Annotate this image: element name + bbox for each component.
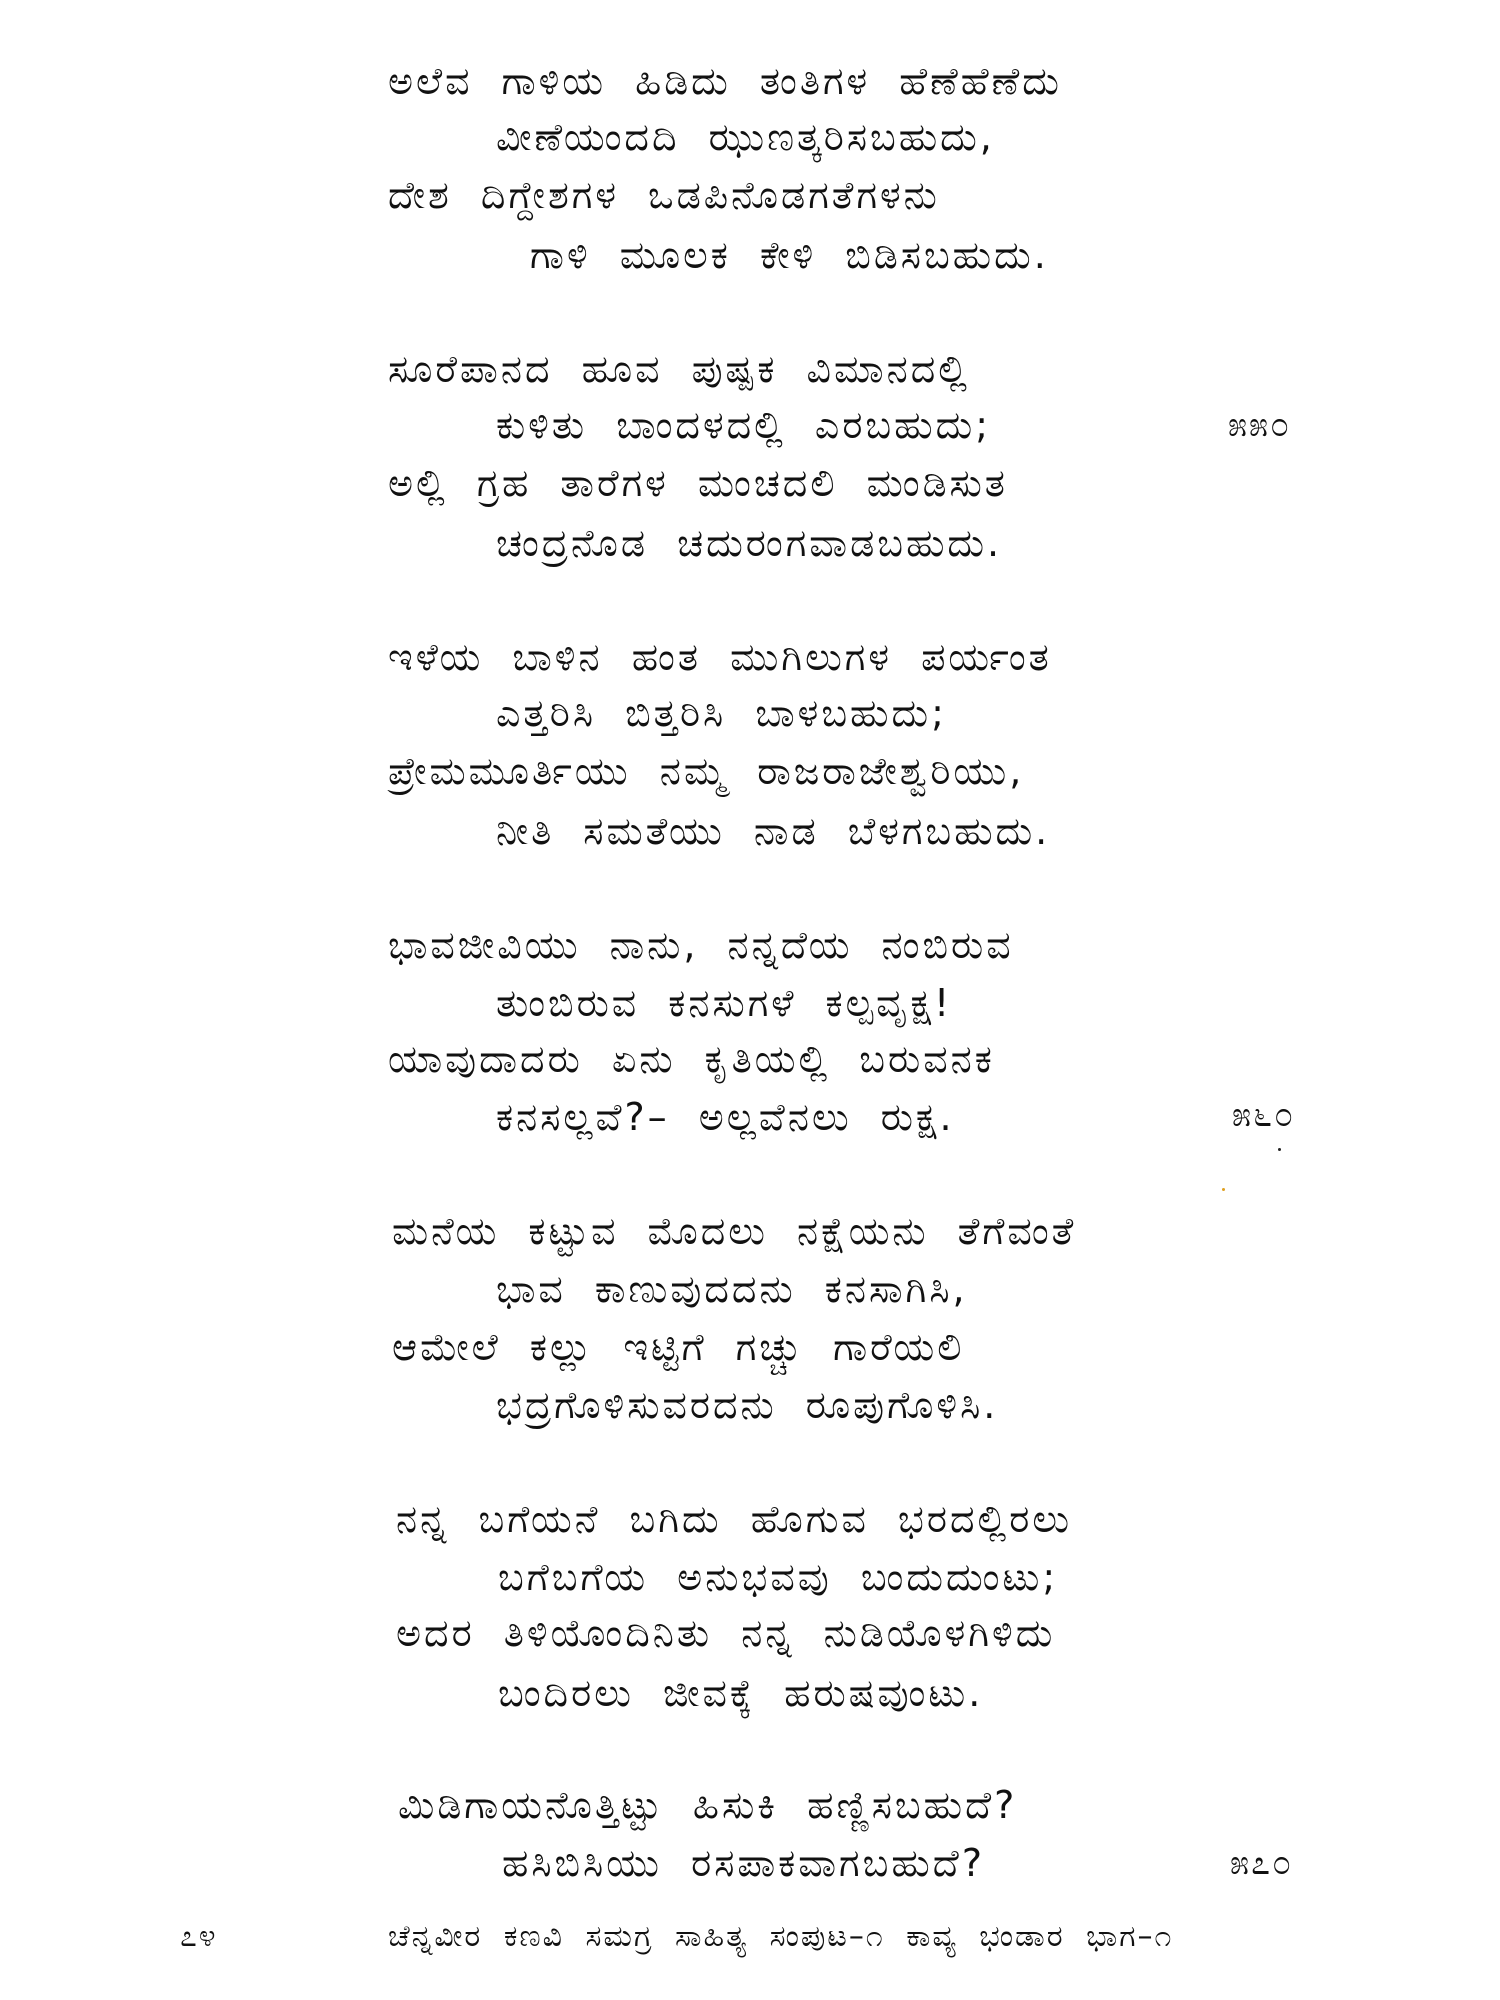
poem-line: ಭಾವಜೀವಿಯು ನಾನು, ನನ್ನದೆಯ ನಂಬಿರುವ: [388, 923, 1014, 967]
poem-line: ಇಳೆಯ ಬಾಳಿನ ಹಂತ ಮುಗಿಲುಗಳ ಪರ್ಯಂತ: [388, 635, 1052, 679]
verse-number-marker: ೫೬೦: [1232, 1095, 1296, 1135]
poem-line: ಭದ್ರಗೊಳಿಸುವರದನು ರೂಪುಗೊಳಿಸಿ.: [496, 1383, 999, 1427]
poem-line: ಕುಳಿತು ಬಾಂದಳದಲ್ಲಿ ಎರಬಹುದು;: [496, 403, 992, 447]
poem-line: ಭಾವ ಕಾಣುವುದದನು ಕನಸಾಗಿಸಿ,: [496, 1267, 968, 1311]
poem-line: ಅಲ್ಲಿ ಗ್ರಹ ತಾರೆಗಳ ಮಂಚದಲಿ ಮಂಡಿಸುತ: [388, 461, 1008, 505]
poem-line: ಅಲೆವ ಗಾಳಿಯ ಹಿಡಿದು ತಂತಿಗಳ ಹೆಣೆಹೆಣೆದು: [388, 59, 1062, 103]
verse-number-marker: ೫೫೦: [1228, 405, 1292, 445]
poem-line: ಹಸಿಬಿಸಿಯು ರಸಪಾಕವಾಗಬಹುದೆ?: [502, 1841, 985, 1885]
page-number: ೭೪: [180, 1919, 218, 1954]
poem-line: ತುಂಬಿರುವ ಕನಸುಗಳೆ ಕಲ್ಪವೃಕ್ಷ!: [496, 981, 953, 1025]
poem-line: ಪ್ರೇಮಮೂರ್ತಿಯು ನಮ್ಮ ರಾಜರಾಜೇಶ್ವರಿಯು,: [388, 749, 1025, 793]
poem-line: ಯಾವುದಾದರು ಏನು ಕೃತಿಯಲ್ಲಿ ಬರುವನಕ: [388, 1037, 995, 1081]
poem-line: ಗಾಳಿ ಮೂಲಕ ಕೇಳಿ ಬಿಡಿಸಬಹುದು.: [530, 233, 1049, 277]
poem-line: ಎತ್ತರಿಸಿ ಬಿತ್ತರಿಸಿ ಬಾಳಬಹುದು;: [496, 691, 947, 735]
poem-line: ಚಂದ್ರನೊಡ ಚದುರಂಗವಾಡಬಹುದು.: [496, 521, 1003, 565]
poem-line: ಕನಸಲ್ಲವೆ?– ಅಲ್ಲವೆನಲು ರುಕ್ಷ.: [496, 1095, 955, 1139]
poem-line: ವೀಣೆಯಂದದಿ ಝುಣತ್ಕರಿಸಬಹುದು,: [496, 115, 995, 159]
verse-number-marker: ೫೭೦: [1230, 1843, 1294, 1883]
poem-line: ಮನೆಯ ಕಟ್ಟುವ ಮೊದಲು ನಕ್ಷೆಯನು ತೆಗೆವಂತೆ: [392, 1209, 1077, 1253]
running-title: ಚೆನ್ನವೀರ ಕಣವಿ ಸಮಗ್ರ ಸಾಹಿತ್ಯ ಸಂಪುಟ–೧ ಕಾವ್ಯ ಭಂಡಾರ ಭಾಗ–೧: [388, 1919, 1174, 1954]
poem-line: ಬಂದಿರಲು ಜೀವಕ್ಕೆ ಹರುಷವುಂಟು.: [498, 1671, 984, 1715]
poem-line: ಬಗೆಬಗೆಯ ಅನುಭವವು ಬಂದುದುಂಟು;: [498, 1555, 1059, 1599]
print-speck: [1278, 1148, 1281, 1151]
poem-line: ಸೂರೆಪಾನದ ಹೂವ ಪುಷ್ಪಕ ವಿಮಾನದಲ್ಲಿ: [388, 347, 970, 391]
print-speck: [1222, 1188, 1225, 1191]
poem-line: ಆಮೇಲೆ ಕಲ್ಲು ಇಟ್ಟಿಗೆ ಗಚ್ಚು ಗಾರೆಯಲಿ: [392, 1325, 965, 1369]
poem-line: ನೀತಿ ಸಮತೆಯು ನಾಡ ಬೆಳಗಬಹುದು.: [496, 809, 1051, 853]
poem-line: ಅದರ ತಿಳಿಯೊಂದಿನಿತು ನನ್ನ ನುಡಿಯೊಳಗಿಳಿದು: [396, 1611, 1056, 1655]
poem-line: ನನ್ನ ಬಗೆಯನೆ ಬಗಿದು ಹೊಗುವ ಭರದಲ್ಲಿರಲು: [396, 1497, 1073, 1541]
poem-line: ಮಿಡಿಗಾಯನೊತ್ತಿಟ್ಟು ಹಿಸುಕಿ ಹಣ್ಣಿಸಬಹುದೆ?: [398, 1783, 1018, 1827]
poem-line: ದೇಶ ದಿಗ್ದೇಶಗಳ ಒಡಪಿನೊಡಗತೆಗಳನು: [388, 173, 940, 217]
